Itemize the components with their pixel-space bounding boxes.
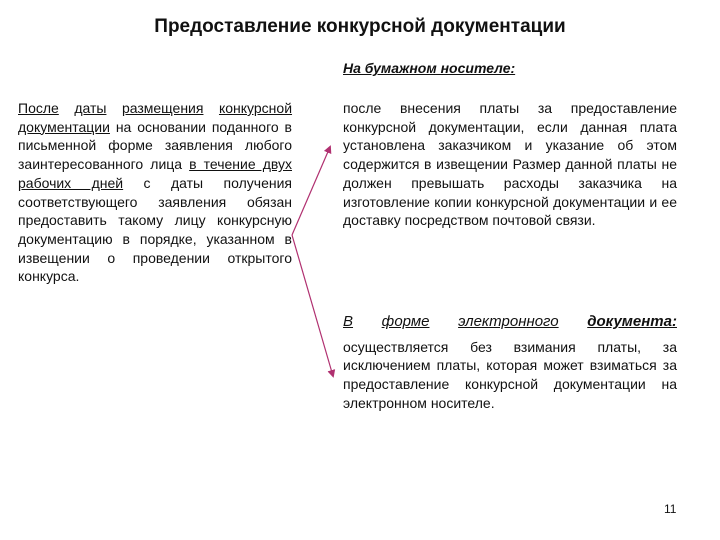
electronic-paragraph: осуществляется без взимания платы, за исключением платы, которая может взиматься за предоставление конкурсной документации на электронном носителе. <box>343 338 677 411</box>
left-deadline: в течение двух рабочих дней <box>18 156 292 191</box>
left-word-1: После <box>18 100 59 116</box>
paper-paragraph: после внесения платы за предоставление конкурсной документации, если данная плата установлена заказчиком и указание об этом содержится в извещении Размер данной платы не должен превышать расходы заказчика на изготовление копии конкурсной документации и ее доставку посредством почтовой связи. <box>343 100 677 229</box>
left-word-5: документации <box>18 118 110 135</box>
electronic-heading-word-3: электронного <box>458 313 559 330</box>
arrow-to-electronic <box>292 235 333 376</box>
arrow-to-paper <box>292 147 330 235</box>
page-number: 11 <box>664 502 677 516</box>
left-word-2: даты <box>74 100 107 116</box>
electronic-heading-word-4: документа: <box>587 313 677 330</box>
left-word-3: размещения <box>121 100 204 116</box>
electronic-heading-word-1: В <box>343 313 354 330</box>
left-text-part-2: с даты получения соответствующего заявления обязан предоставить такому лицу конкурсную документацию в порядке, указанном в извещении о проведении открытого конкурса. <box>18 174 292 285</box>
left-word-4: конкурсной <box>218 100 293 116</box>
left-text-part-1: на основании поданного в письменной форме заявления любого заинтересованного лица <box>18 118 292 173</box>
slide-title: Предоставление конкурсной документации <box>154 16 566 37</box>
electronic-heading-word-2: форме <box>381 313 430 330</box>
paper-heading: На бумажном носителе: <box>343 60 516 76</box>
